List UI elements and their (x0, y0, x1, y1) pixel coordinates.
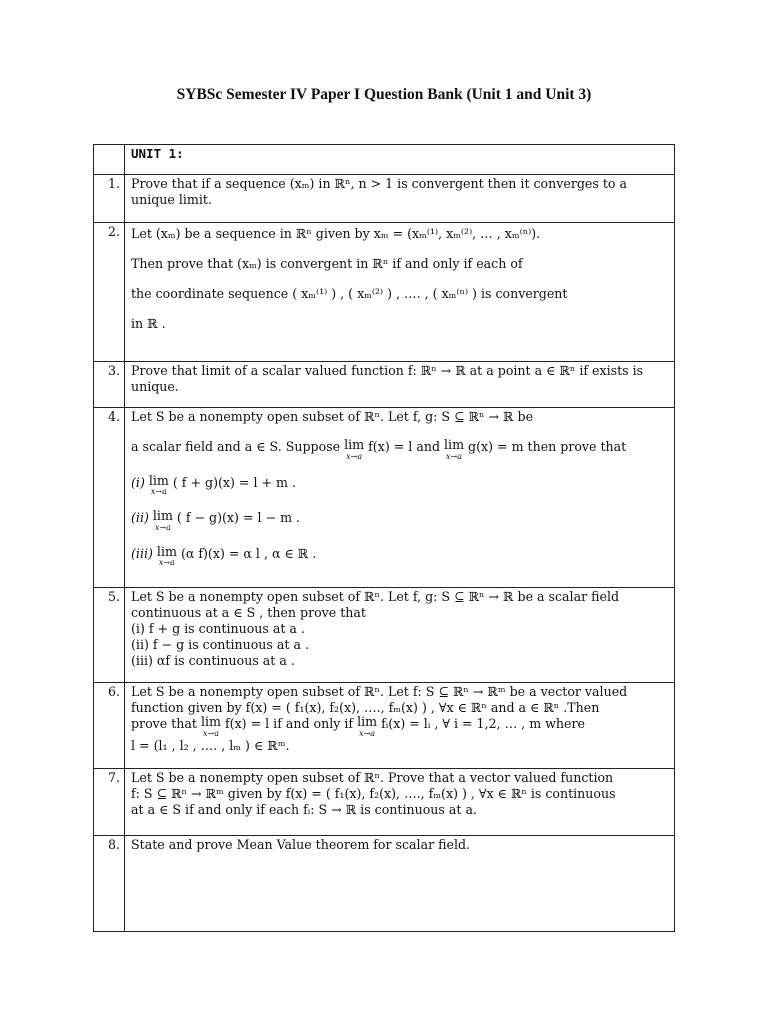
question-line (131, 543, 668, 568)
text-fragment: (α f)(x) = α l , α ∈ ℝ . (180, 545, 317, 561)
question-text: Prove that if a sequence (xₘ) in ℝⁿ, n > 1 is convergent then it converges to a unique limit. (125, 175, 675, 223)
text-fragment: prove that (131, 716, 201, 732)
question-number: 5. (94, 588, 125, 683)
row-number-cell (94, 145, 125, 175)
question-line: continuous at a ∈ S , then prove that (131, 605, 366, 621)
limit-operator: lim x→a (444, 437, 465, 461)
question-line: the coordinate sequence ( xₘ⁽¹⁾ ) , ( xₘ⁽²⁾ ) , …. , ( xₘ⁽ⁿ⁾ ) is convergent (131, 286, 568, 302)
text-fragment: a scalar field and a ∈ S. Suppose (131, 439, 345, 455)
limit-operator: lim x→a (152, 508, 173, 532)
question-line: l = (l₁ , l₂ , …. , lₘ ) ∈ ℝᵐ. (131, 737, 290, 753)
limit-operator: lim x→a (156, 543, 177, 568)
question-number: 4. (94, 408, 125, 588)
text-fragment: g(x) = m then prove that (468, 439, 627, 455)
page-title: SYBSc Semester IV Paper I Question Bank (Unit 1 and Unit 3) (176, 86, 592, 103)
question-line: Let S be a nonempty open subset of ℝⁿ. Prove that a vector valued function (131, 770, 614, 785)
question-number: 6. (94, 683, 125, 769)
question-text (125, 683, 675, 769)
text-fragment: ( f − g)(x) = l − m . (176, 510, 301, 526)
table-row (94, 362, 675, 408)
item-label: (iii) (131, 545, 157, 561)
limit-operator: lim x→a (200, 714, 221, 738)
limit-operator: lim x→a (344, 437, 365, 461)
question-line: (iii) αf is continuous at a . (131, 653, 295, 669)
question-line: (i) f + g is continuous at a . (131, 621, 305, 637)
text-fragment: f(x) = l if and only if (225, 716, 358, 732)
question-line: (ii) f − g is continuous at a . (131, 637, 309, 653)
limit-operator: lim x→a (357, 714, 378, 738)
table-row (94, 588, 675, 683)
text-fragment: fᵢ(x) = lᵢ , ∀ i = 1,2, … , m where (381, 716, 585, 732)
text-fragment: f(x) = l and (368, 439, 445, 455)
question-line: f: S ⊆ ℝⁿ → ℝᵐ given by f(x) = ( f₁(x), f₂(x), …., fₘ(x) ) , ∀x ∈ ℝⁿ is continuous (131, 786, 616, 802)
item-label: (i) (131, 474, 149, 490)
question-number: 2. (94, 223, 125, 362)
item-label: (ii) (131, 510, 153, 526)
question-text: Prove that limit of a scalar valued function f: ℝⁿ → ℝ at a point a ∈ ℝⁿ if exists is unique. (125, 362, 675, 408)
question-text (125, 408, 675, 588)
question-line: Let (xₘ) be a sequence in ℝⁿ given by xₘ = (xₘ⁽¹⁾, xₘ⁽²⁾, … , xₘ⁽ⁿ⁾). (131, 226, 541, 241)
unit-header: UNIT 1: (125, 145, 675, 175)
question-line: at a ∈ S if and only if each fᵢ: S → ℝ is continuous at a. (131, 802, 477, 818)
question-number: 3. (94, 362, 125, 408)
question-text: State and prove Mean Value theorem for scalar field. (125, 836, 675, 932)
question-text (125, 769, 675, 836)
question-text (125, 223, 675, 362)
question-line (131, 472, 668, 497)
table-row (94, 175, 675, 223)
text-fragment: ( f + g)(x) = l + m . (172, 474, 297, 490)
question-number: 7. (94, 769, 125, 836)
question-line (131, 439, 668, 461)
question-line: Let S be a nonempty open subset of ℝⁿ. Let f, g: S ⊆ ℝⁿ → ℝ be (131, 409, 534, 424)
table-row (94, 223, 675, 362)
question-line: Let S be a nonempty open subset of ℝⁿ. Let f: S ⊆ ℝⁿ → ℝᵐ be a vector valued (131, 684, 628, 699)
question-number: 8. (94, 836, 125, 932)
table-row-header (94, 145, 675, 175)
limit-operator: lim x→a (148, 472, 169, 497)
table-row (94, 836, 675, 932)
table-row (94, 683, 675, 769)
question-line (131, 716, 668, 738)
question-line: Let S be a nonempty open subset of ℝⁿ. Let f, g: S ⊆ ℝⁿ → ℝ be a scalar field (131, 589, 620, 604)
question-line (131, 510, 668, 532)
table-row (94, 408, 675, 588)
question-line: function given by f(x) = ( f₁(x), f₂(x), …., fₘ(x) ) , ∀x ∈ ℝⁿ and a ∈ ℝⁿ .Then (131, 700, 600, 716)
table-row (94, 769, 675, 836)
question-line: in ℝ . (131, 316, 166, 332)
question-number: 1. (94, 175, 125, 223)
question-table (93, 144, 675, 932)
question-text (125, 588, 675, 683)
question-line: Then prove that (xₘ) is convergent in ℝⁿ if and only if each of (131, 256, 523, 272)
